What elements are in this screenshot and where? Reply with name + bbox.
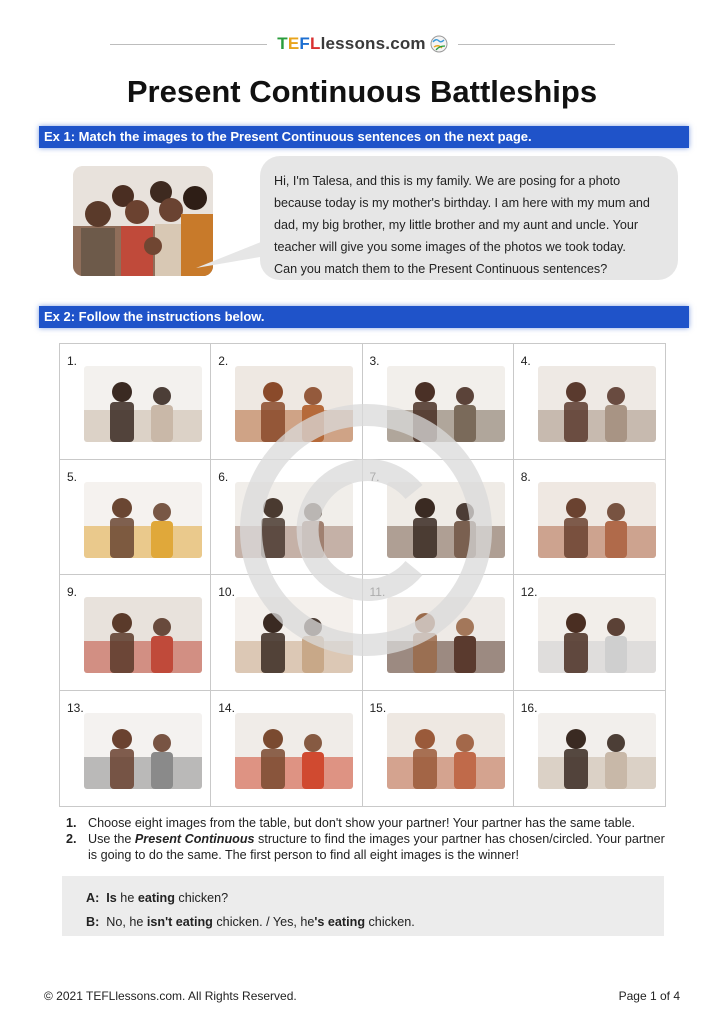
grid-cell[interactable] (211, 460, 362, 576)
logo-divider-left (110, 44, 267, 45)
photo-thumbnail (387, 597, 505, 673)
grid-cell-number: 6. (218, 469, 229, 484)
speech-line: dad, my big brother, my little brother and my aunt and uncle. Your (274, 218, 639, 232)
photo-thumbnail (538, 482, 656, 558)
speech-line: because today is my mother's birthday. I am here with my mum and (274, 196, 650, 210)
grid-cell[interactable] (514, 575, 665, 691)
grid-cell-number: 11. (369, 585, 386, 599)
speech-bubble-tail (196, 240, 266, 268)
grid-cell[interactable] (363, 460, 514, 576)
logo-divider-right (458, 44, 615, 45)
grid-cell[interactable] (60, 344, 211, 460)
grid-cell[interactable] (211, 575, 362, 691)
grid-cell-number: 15. (369, 700, 387, 715)
grid-cell[interactable] (514, 691, 665, 807)
grid-cell[interactable] (211, 344, 362, 460)
photo-thumbnail (235, 713, 353, 789)
ex2-heading: Ex 2: Follow the instructions below. (39, 306, 689, 328)
instructions-list (66, 815, 676, 863)
grid-cell-number: 7. (369, 469, 380, 484)
image-grid (59, 343, 666, 807)
page-title: Present Continuous Battleships (126, 74, 598, 109)
grid-cell[interactable] (363, 575, 514, 691)
grid-cell-number: 13. (67, 700, 84, 715)
example-line-b: B: No, he isn't eating chicken. / Yes, he's eating chicken. (86, 915, 415, 929)
grid-cell-number: 8. (520, 469, 531, 484)
grid-cell-number: 12. (520, 585, 538, 599)
grid-cell-number: 1. (67, 354, 78, 368)
photo-thumbnail (538, 366, 656, 442)
grid-cell[interactable] (60, 575, 211, 691)
photo-thumbnail (387, 713, 505, 789)
photo-thumbnail (387, 482, 505, 558)
grid-cell-number: 10. (218, 585, 235, 599)
speech-line: Hi, I'm Talesa, and this is my family. We are posing for a photo (274, 174, 621, 188)
logo-row (110, 32, 615, 56)
ex1-heading: Ex 1: Match the images to the Present Continuous sentences on the next page. (39, 126, 689, 148)
photo-thumbnail (235, 597, 353, 673)
example-line-a: A: Is he eating chicken? (86, 891, 229, 905)
globe-icon (430, 35, 448, 53)
photo-thumbnail (538, 713, 656, 789)
grid-cell-number: 9. (67, 585, 78, 599)
grid-cell[interactable] (514, 460, 665, 576)
grid-cell-number: 14. (218, 700, 235, 715)
speech-line: teacher will give you some images of the photos we took today. (274, 240, 626, 254)
grid-cell[interactable] (60, 691, 211, 807)
grid-cell-number: 16. (520, 700, 538, 715)
family-photo (73, 166, 213, 276)
grid-cell[interactable] (363, 344, 514, 460)
footer-page-number: Page 1 of 4 (618, 989, 680, 1003)
grid-cell-number: 2. (218, 354, 229, 368)
photo-thumbnail (84, 366, 202, 442)
instruction-item: 1. Choose eight images from the table, but don't show your partner! Your partner has the same table. (66, 816, 636, 830)
grid-cell-number: 5. (67, 469, 78, 484)
photo-thumbnail (84, 482, 202, 558)
photo-thumbnail (84, 597, 202, 673)
grid-cell[interactable] (211, 691, 362, 807)
tefl-logo: T E F L lessons.com (267, 34, 458, 54)
speech-line: Can you match them to the Present Continuous sentences? (274, 262, 608, 276)
photo-thumbnail (387, 366, 505, 442)
photo-thumbnail (235, 482, 353, 558)
grid-cell-number: 4. (520, 354, 531, 368)
instruction-item: 2. Use the Present Continuous structure to find the images your partner has chosen/circled. Your partner is going to do the same. The first person to find all eight images is the winner! (66, 832, 665, 862)
photo-thumbnail (538, 597, 656, 673)
example-dialogue (62, 876, 664, 936)
speech-bubble (260, 156, 678, 280)
grid-cell-number: 3. (369, 354, 380, 368)
grid-cell[interactable] (60, 460, 211, 576)
grid-cell[interactable] (514, 344, 665, 460)
photo-thumbnail (235, 366, 353, 442)
footer-copyright: © 2021 TEFLlessons.com. All Rights Reserved. (44, 989, 297, 1003)
photo-thumbnail (84, 713, 202, 789)
grid-cell[interactable] (363, 691, 514, 807)
